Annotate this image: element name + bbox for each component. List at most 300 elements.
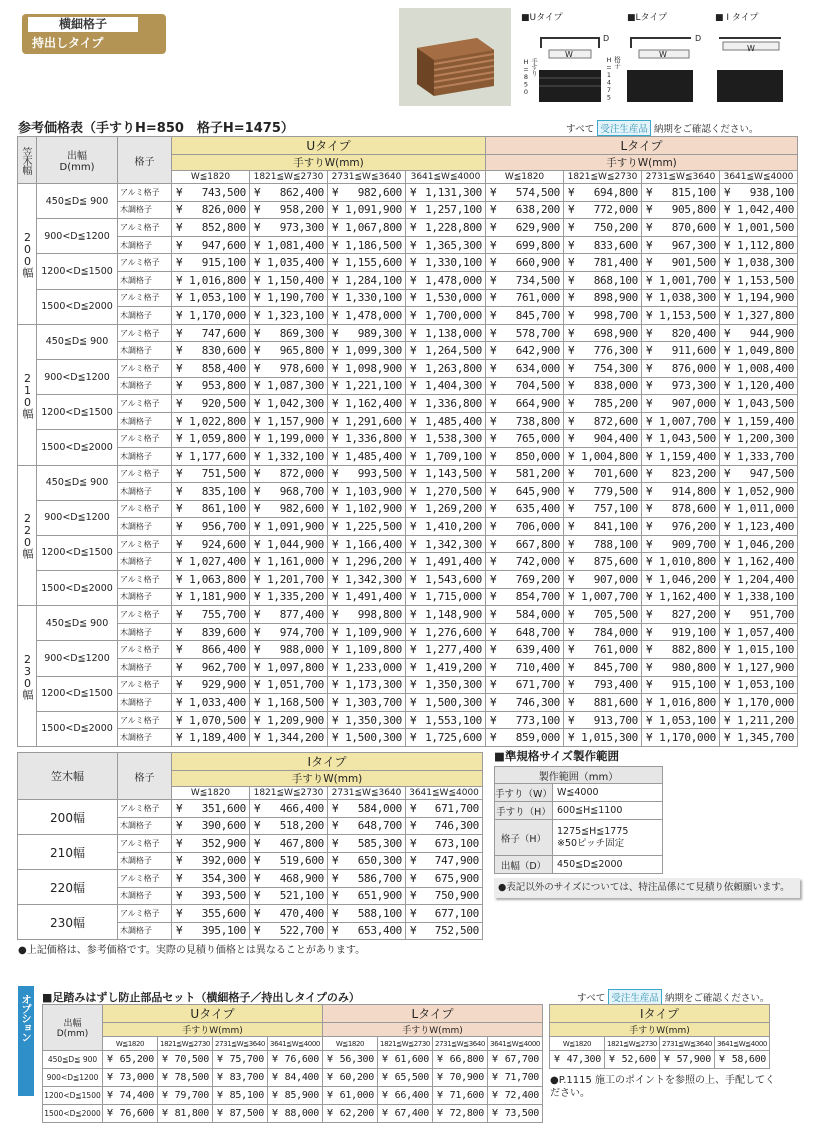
price-cell: ¥ 820,400 — [642, 324, 720, 342]
yen-sign: ¥ — [646, 643, 653, 657]
price-cell: ¥ 638,200 — [486, 201, 564, 219]
price-cell: ¥ 1,138,000 — [406, 324, 486, 342]
price-cell: ¥ 1,170,000 — [642, 729, 720, 747]
price-cell: ¥ 785,200 — [564, 395, 642, 413]
yen-sign: ¥ — [646, 537, 653, 551]
yen-sign: ¥ — [492, 1108, 498, 1119]
i-type-price-table — [17, 752, 483, 940]
option-price-cell: ¥ 62,200 — [323, 1105, 378, 1123]
type-diagrams — [519, 8, 809, 106]
aluminum-lattice-label: アルミ格子 — [118, 359, 172, 377]
price-cell: ¥ 1,043,500 — [642, 430, 720, 448]
yen-sign: ¥ — [332, 924, 339, 938]
price-row — [18, 711, 798, 729]
product-photo — [399, 8, 511, 106]
yen-sign: ¥ — [254, 361, 261, 375]
price-cell: ¥ 973,300 — [642, 377, 720, 395]
yen-sign: ¥ — [490, 731, 497, 745]
yen-sign: ¥ — [162, 1108, 168, 1119]
price-cell: ¥ 639,400 — [486, 641, 564, 659]
yen-sign: ¥ — [490, 608, 497, 622]
yen-sign: ¥ — [410, 467, 417, 481]
price-cell: ¥ 698,900 — [564, 324, 642, 342]
price-cell: ¥ 909,700 — [642, 535, 720, 553]
price-cell: ¥ 1,410,200 — [406, 518, 486, 536]
yen-sign: ¥ — [332, 238, 339, 252]
yen-sign: ¥ — [176, 801, 183, 815]
option-i-price-cell: ¥ 57,900 — [660, 1051, 715, 1069]
yen-sign: ¥ — [724, 203, 731, 217]
price-cell: ¥ 1,162,400 — [328, 395, 406, 413]
yen-sign: ¥ — [724, 660, 731, 674]
price-cell: ¥ 951,700 — [720, 606, 798, 624]
yen-sign: ¥ — [176, 396, 183, 410]
price-cell: ¥ 1,491,400 — [406, 553, 486, 571]
yen-sign: ¥ — [332, 273, 339, 287]
yen-sign: ¥ — [254, 572, 261, 586]
yen-sign: ¥ — [646, 203, 653, 217]
width-range-header: 2731≦W≦3640 — [213, 1037, 268, 1051]
price-cell: ¥ 1,277,400 — [406, 641, 486, 659]
dim-d-u: D — [603, 34, 610, 43]
yen-sign: ¥ — [724, 608, 731, 622]
yen-sign: ¥ — [646, 660, 653, 674]
yen-sign: ¥ — [176, 220, 183, 234]
price-cell: ¥ 841,100 — [564, 518, 642, 536]
wood-lattice-label: 木調格子 — [118, 201, 172, 219]
price-cell: ¥ 754,300 — [564, 359, 642, 377]
yen-sign: ¥ — [437, 1090, 443, 1101]
width-range-header: W≦1820 — [103, 1037, 158, 1051]
price-cell: ¥ 915,100 — [172, 254, 250, 272]
wood-lattice-label: 木調格子 — [118, 887, 172, 905]
price-cell: ¥ 862,400 — [250, 184, 328, 202]
price-cell: ¥ 653,400 — [328, 922, 406, 940]
yen-sign: ¥ — [568, 660, 575, 674]
price-cell: ¥ 1,332,100 — [250, 447, 328, 465]
price-cell: ¥ 1,189,400 — [172, 729, 250, 747]
yen-sign: ¥ — [410, 185, 417, 199]
yen-sign: ¥ — [646, 414, 653, 428]
yen-sign: ¥ — [217, 1054, 223, 1065]
yen-sign: ¥ — [176, 449, 183, 463]
price-row — [18, 606, 798, 624]
option-price-cell: ¥ 56,300 — [323, 1051, 378, 1069]
yen-sign: ¥ — [254, 625, 261, 639]
option-side-label: オプション — [18, 986, 34, 1096]
width-range-header: 2731≦W≦3640 — [328, 171, 406, 184]
wood-lattice-label: 木調格子 — [118, 236, 172, 254]
wood-lattice-label: 木調格子 — [118, 377, 172, 395]
yen-sign: ¥ — [332, 590, 339, 604]
option-price-cell: ¥ 83,700 — [213, 1069, 268, 1087]
price-cell: ¥ 938,100 — [720, 184, 798, 202]
yen-sign: ¥ — [332, 696, 339, 710]
yen-sign: ¥ — [332, 449, 339, 463]
yen-sign: ¥ — [410, 484, 417, 498]
price-cell: ¥ 1,091,900 — [250, 518, 328, 536]
price-cell: ¥ 1,330,100 — [406, 254, 486, 272]
price-cell: ¥ 393,500 — [172, 887, 250, 905]
option-price-cell: ¥ 66,400 — [378, 1087, 433, 1105]
yen-sign: ¥ — [254, 537, 261, 551]
yen-sign: ¥ — [490, 467, 497, 481]
yen-sign: ¥ — [646, 185, 653, 199]
yen-sign: ¥ — [490, 326, 497, 340]
price-cell: ¥ 1,043,500 — [720, 395, 798, 413]
i-price-row — [18, 800, 483, 818]
yen-sign: ¥ — [410, 220, 417, 234]
depth-range-cell: 1200<D≦1500 — [37, 676, 118, 711]
aluminum-lattice-label: アルミ格子 — [118, 465, 172, 483]
price-cell: ¥ 746,300 — [406, 817, 483, 835]
yen-sign: ¥ — [176, 889, 183, 903]
yen-sign: ¥ — [176, 660, 183, 674]
price-cell: ¥ 1,190,700 — [250, 289, 328, 307]
yen-sign: ¥ — [646, 696, 653, 710]
price-cell: ¥ 967,300 — [642, 236, 720, 254]
yen-sign: ¥ — [254, 871, 261, 885]
depth-range-cell: 1500<D≦2000 — [37, 571, 118, 606]
price-row — [18, 623, 798, 641]
option-price-row — [43, 1069, 543, 1087]
price-cell: ¥ 1,016,800 — [172, 271, 250, 289]
price-cell: ¥ 1,345,700 — [720, 729, 798, 747]
yen-sign: ¥ — [724, 572, 731, 586]
price-cell: ¥ 1,027,400 — [172, 553, 250, 571]
price-cell: ¥ 965,800 — [250, 342, 328, 360]
price-cell: ¥ 784,000 — [564, 623, 642, 641]
wood-lattice-label: 木調格子 — [118, 694, 172, 712]
price-cell: ¥ 1,042,400 — [720, 201, 798, 219]
type-u-caption: ■Uタイプ — [521, 13, 563, 23]
yen-sign: ¥ — [724, 308, 731, 322]
yen-sign: ¥ — [568, 379, 575, 393]
price-cell: ¥ 1,478,000 — [406, 271, 486, 289]
yen-sign: ¥ — [410, 361, 417, 375]
yen-sign: ¥ — [724, 379, 731, 393]
wood-lattice-label: 木調格子 — [118, 922, 172, 940]
yen-sign: ¥ — [410, 326, 417, 340]
price-cell: ¥ 351,600 — [172, 800, 250, 818]
yen-sign: ¥ — [646, 590, 653, 604]
price-cell: ¥ 852,800 — [172, 219, 250, 237]
price-cell: ¥ 742,000 — [486, 553, 564, 571]
yen-sign: ¥ — [254, 924, 261, 938]
price-cell: ¥ 734,500 — [486, 271, 564, 289]
price-cell: ¥ 915,100 — [642, 676, 720, 694]
yen-sign: ¥ — [568, 432, 575, 446]
price-row — [18, 324, 798, 342]
option-price-row — [43, 1051, 543, 1069]
yen-sign: ¥ — [176, 871, 183, 885]
option-depth-header: 出幅 D(mm) — [43, 1005, 103, 1051]
yen-sign: ¥ — [410, 625, 417, 639]
yen-sign: ¥ — [176, 361, 183, 375]
price-cell: ¥ 901,500 — [642, 254, 720, 272]
price-cell: ¥ 1,700,000 — [406, 307, 486, 325]
yen-sign: ¥ — [568, 203, 575, 217]
i-price-row — [18, 870, 483, 888]
yen-sign: ¥ — [254, 344, 261, 358]
price-cell: ¥ 869,300 — [250, 324, 328, 342]
wood-lattice-label: 木調格子 — [118, 271, 172, 289]
yen-sign: ¥ — [176, 308, 183, 322]
price-cell: ¥ 974,700 — [250, 623, 328, 641]
yen-sign: ¥ — [254, 396, 261, 410]
yen-sign: ¥ — [490, 203, 497, 217]
price-cell: ¥ 1,194,900 — [720, 289, 798, 307]
price-cell: ¥ 757,100 — [564, 500, 642, 518]
price-cell: ¥ 998,800 — [328, 606, 406, 624]
yen-sign: ¥ — [646, 256, 653, 270]
yen-sign: ¥ — [176, 520, 183, 534]
price-cell: ¥ 872,600 — [564, 412, 642, 430]
yen-sign: ¥ — [724, 396, 731, 410]
wood-lattice-label: 木調格子 — [118, 342, 172, 360]
depth-range-cell: 900<D≦1200 — [37, 359, 118, 394]
price-cell: ¥ 578,700 — [486, 324, 564, 342]
price-cell: ¥ 1,199,000 — [250, 430, 328, 448]
spec-label: 出幅（D） — [495, 856, 553, 874]
price-cell: ¥ 968,700 — [250, 483, 328, 501]
option-depth-cell: 900<D≦1200 — [43, 1069, 103, 1087]
yen-sign: ¥ — [410, 203, 417, 217]
price-cell: ¥ 1,007,700 — [564, 588, 642, 606]
yen-sign: ¥ — [724, 291, 731, 305]
spec-row — [495, 856, 663, 874]
yen-sign: ¥ — [254, 379, 261, 393]
aluminum-lattice-label: アルミ格子 — [118, 835, 172, 853]
price-cell: ¥ 1,070,500 — [172, 711, 250, 729]
yen-sign: ¥ — [332, 906, 339, 920]
price-cell: ¥ 1,153,500 — [720, 271, 798, 289]
option-price-table — [42, 1004, 543, 1123]
price-row — [18, 571, 798, 589]
price-cell: ¥ 1,046,200 — [642, 571, 720, 589]
option-price-cell: ¥ 65,500 — [378, 1069, 433, 1087]
price-cell: ¥ 779,500 — [564, 483, 642, 501]
price-row — [18, 307, 798, 325]
depth-range-cell: 1500<D≦2000 — [37, 430, 118, 465]
yen-sign: ¥ — [254, 678, 261, 692]
spec-value: 1275≦H≦1775 ※50ピッチ固定 — [553, 820, 663, 856]
yen-sign: ¥ — [107, 1108, 113, 1119]
yen-sign: ¥ — [568, 696, 575, 710]
price-cell: ¥ 1,015,300 — [564, 729, 642, 747]
dim-w-u: W — [565, 50, 573, 59]
kasagi-width-header: 笠木幅 — [18, 137, 37, 184]
price-cell: ¥ 1,342,300 — [328, 571, 406, 589]
yen-sign: ¥ — [490, 449, 497, 463]
yen-sign: ¥ — [664, 1054, 670, 1065]
yen-sign: ¥ — [410, 449, 417, 463]
spec-value: 450≦D≦2000 — [553, 856, 663, 874]
yen-sign: ¥ — [107, 1072, 113, 1083]
i-kasagi-width-cell: 210幅 — [18, 835, 118, 870]
wood-lattice-label: 木調格子 — [118, 483, 172, 501]
yen-sign: ¥ — [332, 326, 339, 340]
yen-sign: ¥ — [646, 308, 653, 322]
spec-row — [495, 784, 663, 802]
price-cell: ¥ 980,800 — [642, 659, 720, 677]
price-cell: ¥ 1,553,100 — [406, 711, 486, 729]
yen-sign: ¥ — [490, 537, 497, 551]
depth-range-cell: 900<D≦1200 — [37, 500, 118, 535]
yen-sign: ¥ — [410, 308, 417, 322]
yen-sign: ¥ — [410, 502, 417, 516]
price-cell: ¥ 467,800 — [250, 835, 328, 853]
option-l-type-header: Lタイプ — [323, 1005, 543, 1023]
yen-sign: ¥ — [254, 819, 261, 833]
price-cell: ¥ 1,478,000 — [328, 307, 406, 325]
aluminum-lattice-label: アルミ格子 — [118, 430, 172, 448]
option-price-cell: ¥ 75,700 — [213, 1051, 268, 1069]
width-range-header: 2731≦W≦3640 — [660, 1037, 715, 1051]
yen-sign: ¥ — [176, 713, 183, 727]
price-cell: ¥ 1,186,500 — [328, 236, 406, 254]
yen-sign: ¥ — [272, 1090, 278, 1101]
yen-sign: ¥ — [724, 273, 731, 287]
yen-sign: ¥ — [646, 326, 653, 340]
yen-sign: ¥ — [724, 238, 731, 252]
price-row — [18, 236, 798, 254]
yen-sign: ¥ — [176, 854, 183, 868]
yen-sign: ¥ — [646, 220, 653, 234]
price-cell: ¥ 1,059,800 — [172, 430, 250, 448]
yen-sign: ¥ — [410, 572, 417, 586]
yen-sign: ¥ — [332, 836, 339, 850]
price-row — [18, 201, 798, 219]
price-cell: ¥ 1,008,400 — [720, 359, 798, 377]
price-cell: ¥ 958,200 — [250, 201, 328, 219]
depth-range-cell: 900<D≦1200 — [37, 219, 118, 254]
price-cell: ¥ 1,011,000 — [720, 500, 798, 518]
yen-sign: ¥ — [646, 608, 653, 622]
yen-sign: ¥ — [332, 572, 339, 586]
yen-sign: ¥ — [410, 396, 417, 410]
option-price-row — [43, 1105, 543, 1123]
price-cell: ¥ 648,700 — [486, 623, 564, 641]
made-to-order-badge: 受注生産品 — [597, 120, 651, 136]
price-cell: ¥ 1,181,900 — [172, 588, 250, 606]
price-cell: ¥ 1,016,800 — [642, 694, 720, 712]
price-cell: ¥ 973,300 — [250, 219, 328, 237]
option-price-cell: ¥ 61,600 — [378, 1051, 433, 1069]
option-price-cell: ¥ 72,400 — [488, 1087, 543, 1105]
yen-sign: ¥ — [490, 379, 497, 393]
yen-sign: ¥ — [410, 432, 417, 446]
option-u-handrail-header: 手すりW(mm) — [103, 1023, 323, 1037]
option-price-cell: ¥ 67,400 — [378, 1105, 433, 1123]
yen-sign: ¥ — [176, 590, 183, 604]
price-cell: ¥ 1,338,100 — [720, 588, 798, 606]
price-cell: ¥ 519,600 — [250, 852, 328, 870]
yen-sign: ¥ — [332, 660, 339, 674]
option-price-cell: ¥ 73,500 — [488, 1105, 543, 1123]
price-cell: ¥ 1,155,600 — [328, 254, 406, 272]
price-cell: ¥ 1,530,000 — [406, 289, 486, 307]
lattice-header: 格子 — [118, 137, 172, 184]
yen-sign: ¥ — [568, 344, 575, 358]
price-cell: ¥ 998,700 — [564, 307, 642, 325]
yen-sign: ¥ — [724, 625, 731, 639]
yen-sign: ¥ — [332, 414, 339, 428]
yen-sign: ¥ — [410, 379, 417, 393]
price-cell: ¥ 581,200 — [486, 465, 564, 483]
price-cell: ¥ 1,323,100 — [250, 307, 328, 325]
yen-sign: ¥ — [568, 555, 575, 569]
yen-sign: ¥ — [327, 1090, 333, 1101]
width-range-header: 3641≦W≦4000 — [720, 171, 798, 184]
price-cell: ¥ 468,900 — [250, 870, 328, 888]
option-l-handrail-header: 手すりW(mm) — [323, 1023, 543, 1037]
price-cell: ¥ 634,000 — [486, 359, 564, 377]
yen-sign: ¥ — [646, 555, 653, 569]
aluminum-lattice-label: アルミ格子 — [118, 535, 172, 553]
price-cell: ¥ 854,700 — [486, 588, 564, 606]
price-cell: ¥ 956,700 — [172, 518, 250, 536]
option-depth-cell: 450≦D≦ 900 — [43, 1051, 103, 1069]
yen-sign: ¥ — [332, 819, 339, 833]
yen-sign: ¥ — [176, 326, 183, 340]
price-cell: ¥ 982,600 — [328, 184, 406, 202]
width-range-header: 3641≦W≦4000 — [406, 787, 483, 800]
yen-sign: ¥ — [568, 396, 575, 410]
price-cell: ¥ 878,600 — [642, 500, 720, 518]
yen-sign: ¥ — [490, 291, 497, 305]
price-cell: ¥ 1,200,300 — [720, 430, 798, 448]
price-cell: ¥ 1,057,400 — [720, 623, 798, 641]
price-cell: ¥ 982,600 — [250, 500, 328, 518]
depth-range-cell: 450≦D≦ 900 — [37, 324, 118, 359]
yen-sign: ¥ — [332, 484, 339, 498]
yen-sign: ¥ — [254, 291, 261, 305]
wood-lattice-label: 木調格子 — [118, 518, 172, 536]
price-cell: ¥ 1,044,900 — [250, 535, 328, 553]
product-type-label: 持出しタイプ — [32, 36, 104, 50]
dim-h-handrail: 手すりH=850 — [522, 58, 538, 96]
price-cell: ¥ 929,900 — [172, 676, 250, 694]
yen-sign: ¥ — [646, 678, 653, 692]
price-cell: ¥ 773,100 — [486, 711, 564, 729]
price-cell: ¥ 635,400 — [486, 500, 564, 518]
price-cell: ¥ 1,336,800 — [328, 430, 406, 448]
option-i-price-cell: ¥ 47,300 — [550, 1051, 605, 1069]
price-row — [18, 447, 798, 465]
price-cell: ¥ 859,000 — [486, 729, 564, 747]
yen-sign: ¥ — [410, 889, 417, 903]
price-cell: ¥ 976,200 — [642, 518, 720, 536]
price-cell: ¥ 870,600 — [642, 219, 720, 237]
price-cell: ¥ 1,123,400 — [720, 518, 798, 536]
price-cell: ¥ 850,000 — [486, 447, 564, 465]
price-row — [18, 641, 798, 659]
yen-sign: ¥ — [176, 731, 183, 745]
price-cell: ¥ 866,400 — [172, 641, 250, 659]
depth-range-cell: 1200<D≦1500 — [37, 395, 118, 430]
yen-sign: ¥ — [332, 396, 339, 410]
type-l-caption: ■Lタイプ — [627, 13, 668, 23]
yen-sign: ¥ — [327, 1108, 333, 1119]
wood-lattice-label: 木調格子 — [118, 729, 172, 747]
yen-sign: ¥ — [332, 379, 339, 393]
yen-sign: ¥ — [254, 854, 261, 868]
yen-sign: ¥ — [724, 502, 731, 516]
price-cell: ¥ 1,162,400 — [720, 553, 798, 571]
fence-illustration — [399, 8, 511, 106]
i-kasagi-width-cell: 230幅 — [18, 905, 118, 940]
